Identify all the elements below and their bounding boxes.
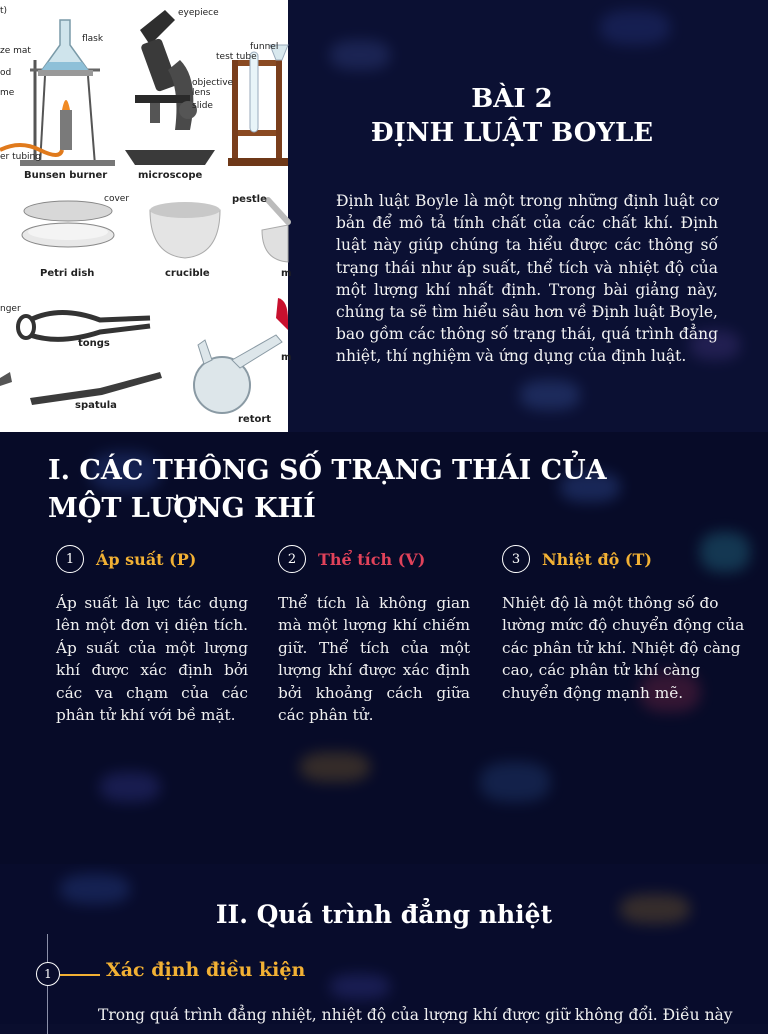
volume-number-badge: 2 [278,545,306,573]
section-2-title: II. Quá trình đẳng nhiệt [215,900,553,929]
lesson-name: ĐỊNH LUẬT BOYLE [370,118,654,148]
label-spatula: spatula [75,400,117,411]
volume-label: Thể tích (V) [318,549,426,569]
label-slide: slide [192,101,213,111]
label-er-tubing: er tubing [0,152,41,162]
label-ze-mat: ze mat [0,46,31,56]
temperature-number-badge: 3 [502,545,530,573]
label-t: t) [0,6,8,16]
section-1-title-line-1: I. CÁC THÔNG SỐ TRẠNG THÁI CỦA [48,455,607,486]
label-funnel: funnel [250,42,279,52]
pressure-description: Áp suất là lực tác dụng lên một đơn vị diện tích. Áp suất của một lượng khí được xác định bởi các va chạm của các phân tử khí với bề mặt. [56,594,248,725]
step-description: Trong quá trình đẳng nhiệt, nhiệt độ của lượng khí được giữ không đổi. Điều này [98,1006,733,1024]
step-label: Xác định điều kiện [106,959,306,981]
lab-equipment-image [0,0,292,432]
label-bunsen-burner: Bunsen burner [24,170,108,181]
label-flask: flask [82,34,104,44]
parameter-temperature [502,544,745,704]
label-m-1: m [281,268,292,279]
pressure-number-badge: 1 [56,545,84,573]
volume-description: Thể tích là không gian mà một lượng khí chiếm giữ. Thể tích của một lượng khí được xác định bởi khoảng cách giữa các phân tử. [278,594,470,725]
label-crucible: crucible [165,268,210,279]
temperature-description: Nhiệt độ là một thông số đo lường mức độ chuyển động của các phân tử khí. Nhiệt độ càng cao, các phân tử khí càng chuyển động mạnh mẽ. [502,594,745,702]
section-1-title-line-2: MỘT LƯỢNG KHÍ [48,493,316,524]
label-pestle: pestle [232,194,267,205]
lesson-title [300,82,724,150]
label-tongs: tongs [78,338,110,349]
step-connector [60,974,100,976]
temperature-label: Nhiệt độ (T) [542,549,652,569]
label-eyepiece: eyepiece [178,8,219,18]
lesson-number: BÀI 2 [471,84,553,114]
slide-title [0,0,768,432]
label-od: od [0,68,12,78]
label-m-2: m [281,352,292,363]
label-nger: nger [0,304,21,314]
label-lens: lens [192,88,211,98]
section-1-title [48,452,608,528]
pressure-label: Áp suất (P) [96,549,197,569]
label-petri-dish: Petri dish [40,268,95,279]
step-number-badge: 1 [36,962,60,986]
label-me: me [0,88,15,98]
label-retort: retort [238,414,272,425]
label-objective: objective [192,78,234,88]
label-microscope: microscope [138,170,203,181]
parameter-pressure [56,544,248,726]
parameter-volume [278,544,470,726]
slide-state-parameters [0,432,768,864]
intro-paragraph: Định luật Boyle là một trong những định luật cơ bản để mô tả tính chất của các chất khí. Định luật này giúp chúng ta hiểu được các thông số trạng thái như áp suất, thể tích và nhiệt độ của một lượng khí nhất định. Trong bài giảng này, chúng ta sẽ tìm hiểu sâu hơn về Định luật Boyle, bao gồm các thông số trạng thái, quá trình đẳng nhiệt, thí nghiệm và ứng dụng của định luật. [336,192,718,366]
label-test-tube: test tube [216,52,257,62]
slide-isothermal-process [0,864,768,1024]
label-cover: cover [104,194,130,204]
